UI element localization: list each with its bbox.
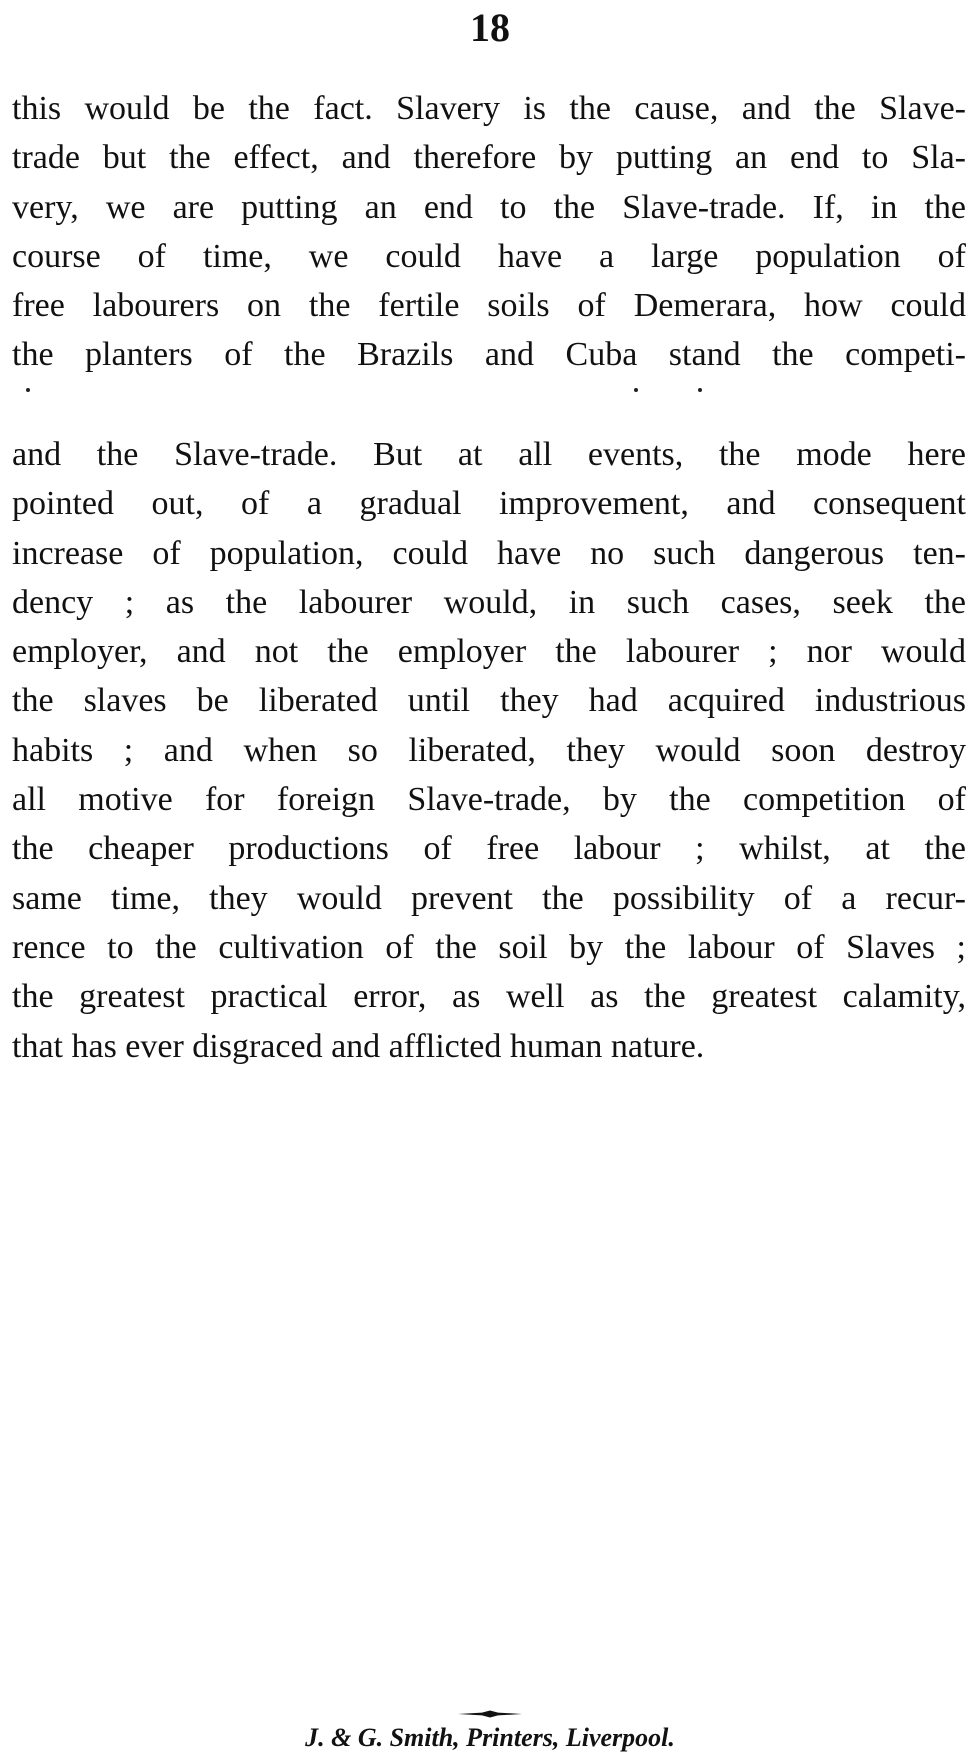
- text-line: free labourers on the fertile soils of Demerara, how could: [12, 287, 966, 325]
- printers-rule-ornament: [458, 1710, 522, 1718]
- text-line: the greatest practical error, as well as the greatest calamity,: [12, 978, 966, 1016]
- speck: [698, 388, 702, 392]
- text-line: that has ever disgraced and afflicted human nature.: [12, 1027, 705, 1065]
- text-line: all motive for foreign Slave-trade, by the competition of: [12, 781, 966, 819]
- text-line: the planters of the Brazils and Cuba stand the competi-: [12, 336, 966, 374]
- text-line: dency ; as the labourer would, in such cases, seek the: [12, 583, 966, 621]
- text-line: habits ; and when so liberated, they would soon destroy: [12, 731, 966, 769]
- text-line: pointed out, of a gradual improvement, and consequent: [12, 485, 966, 523]
- text-line: course of time, we could have a large population of: [12, 237, 966, 275]
- text-line: the slaves be liberated until they had acquired industrious: [12, 682, 966, 720]
- text-line: employer, and not the employer the labourer ; nor would: [12, 633, 966, 671]
- speck: [634, 388, 638, 392]
- speck: [26, 388, 30, 392]
- body-text-block-2: [12, 430, 966, 1071]
- text-line: and the Slave-trade. But at all events, the mode here: [12, 436, 966, 473]
- text-line: trade but the effect, and therefore by putting an end to Sla-: [12, 139, 966, 177]
- print-specks: [0, 388, 980, 398]
- text-line: very, we are putting an end to the Slave-trade. If, in the: [12, 188, 966, 226]
- page-number: 18: [470, 5, 510, 50]
- text-line: this would be the fact. Slavery is the cause, and the Slave-: [12, 90, 966, 127]
- printer-imprint: J. & G. Smith, Printers, Liverpool.: [305, 1723, 675, 1752]
- text-line: rence to the cultivation of the soil by the labour of Slaves ;: [12, 928, 966, 966]
- text-line: same time, they would prevent the possibility of a recur-: [12, 879, 966, 917]
- text-line: increase of population, could have no such dangerous ten-: [12, 534, 966, 572]
- text-line: the cheaper productions of free labour ; whilst, at the: [12, 830, 966, 868]
- body-text-block-1: [12, 84, 966, 380]
